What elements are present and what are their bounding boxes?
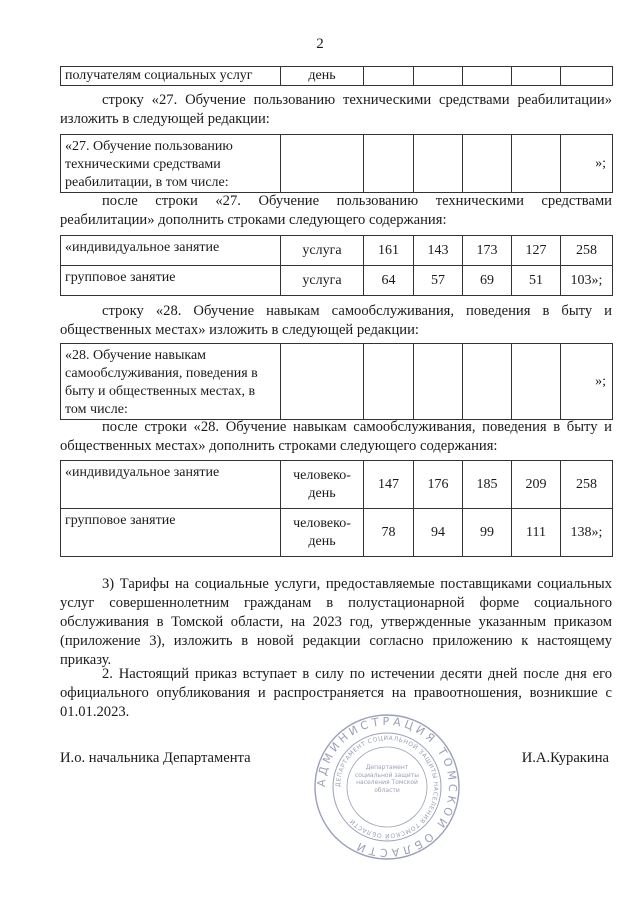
row-28-label: «28. Обучение навыкам самообслуживания, поведения в быту и общественных местах, в том числе: — [61, 344, 281, 420]
cell-unit: день — [281, 67, 364, 86]
seal-outer-text: АДМИНИСТРАЦИЯ ТОМСКОЙ ОБЛАСТИ — [314, 714, 460, 860]
seal-center-text: Департамент социальной защиты населения Томской области — [354, 764, 420, 794]
table-row: «индивидуальное занятие человеко-день 147 176 185 209 258 — [61, 461, 613, 509]
row-27-label: «27. Обучение пользованию техническими средствами реабилитации, в том числе: — [61, 135, 281, 193]
seal-inner-text: ДЕПАРТАМЕНТ СОЦИАЛЬНОЙ ЗАЩИТЫ НАСЕЛЕНИЯ ТОМСКОЙ ОБЛАСТИ — [334, 734, 440, 840]
table-row: групповое занятие услуга 64 57 69 51 103»; — [61, 266, 613, 296]
official-seal — [312, 712, 462, 862]
table-row: групповое занятие человеко-день 78 94 99 111 138»; — [61, 509, 613, 557]
table-27 — [60, 134, 613, 193]
row-28-end: »; — [561, 344, 613, 420]
top-table-row — [60, 66, 613, 86]
paragraph-6: 2. Настоящий приказ вступает в силу по истечении десяти дней после дня его официального опубликования и распространяется на правоотношения, возникшие с 01.01.2023. — [60, 666, 612, 720]
table-28 — [60, 343, 613, 420]
paragraph-1: строку «27. Обучение пользованию техническими средствами реабилитации» изложить в следующей редакции: — [60, 92, 612, 127]
cell-label: получателям социальных услуг — [61, 67, 281, 86]
paragraph-2: после строки «27. Обучение пользованию техническими средствами реабилитации» дополнить строками следующего содержания: — [60, 193, 612, 228]
table-row: «индивидуальное занятие услуга 161 143 173 127 258 — [61, 236, 613, 266]
paragraph-4: после строки «28. Обучение навыкам самообслуживания, поведения в быту и общественных местах» дополнить строками следующего содержания: — [60, 419, 612, 454]
row-27-end: »; — [561, 135, 613, 193]
paragraph-5: 3) Тарифы на социальные услуги, предоставляемые поставщиками социальных услуг совершеннолетним гражданам в полустационарной форме социального обслуживания в Томской области, на 2023 год, утвержденные указанным приказом (приложение 3), изложить в новой редакции согласно приложению к настоящему приказу. — [60, 576, 612, 668]
signature-name: И.А.Куракина — [521, 750, 609, 766]
table-27-rows — [60, 235, 613, 296]
page-number: 2 — [316, 36, 324, 52]
paragraph-3: строку «28. Обучение навыкам самообслуживания, поведения в быту и общественных местах» изложить в следующей редакции: — [60, 303, 612, 338]
signature-position: И.о. начальника Департамента — [60, 750, 251, 766]
table-28-rows — [60, 460, 613, 557]
